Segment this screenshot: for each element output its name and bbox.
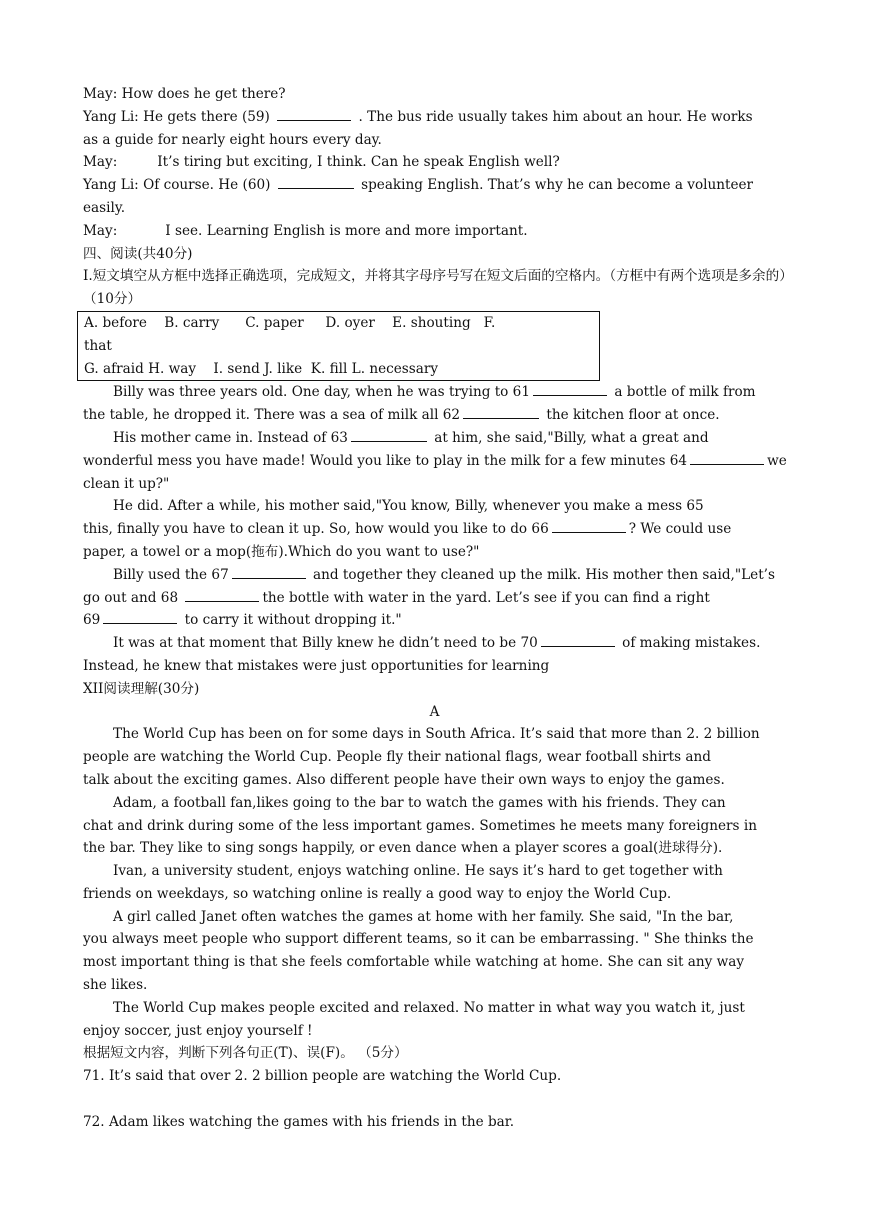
dialogue-line-2 <box>83 106 786 129</box>
options-line: A. before B. carry C. paper D. oyer E. shouting F. <box>84 314 496 331</box>
cloze-text: and together they cleaned up the milk. His mother then said,"Let’s <box>313 566 775 583</box>
cloze-text: the table, he dropped it. There was a sea of milk all 62 <box>83 407 461 424</box>
cloze-line <box>83 518 786 541</box>
cloze-line <box>83 609 786 632</box>
passage-line: Ivan, a university student, enjoys watching online. He says it’s hard to get together with <box>113 863 723 880</box>
passage-line: the bar. They like to sing songs happily, or even dance when a player scores a goal(进球得分). <box>83 840 723 857</box>
passage-line: people are watching the World Cup. People fly their national flags, wear football shirts and <box>83 749 711 766</box>
cloze-text: It was at that moment that Billy knew he didn’t need to be 70 <box>113 635 538 652</box>
dialogue-continuation: as a guide for nearly eight hours every day. <box>83 131 382 148</box>
passage-line: friends on weekdays, so watching online is really a good way to enjoy the World Cup. <box>83 885 672 902</box>
section-title: 四、阅读(共40分) <box>83 245 193 262</box>
tf-instruction: 根据短文内容，判断下列各句正(T)、误(F)。 （5分） <box>83 1045 408 1062</box>
speaker: May: <box>83 86 118 102</box>
dialogue-text: . The bus ride usually takes him about an hour. He works <box>358 108 753 125</box>
dialogue-line-5 <box>83 220 786 243</box>
speaker: May: <box>83 222 118 239</box>
answer-blank-60[interactable] <box>278 174 354 189</box>
passage-line: A girl called Janet often watches the games at home with her family. She said, "In the bar, <box>113 908 734 925</box>
passage-line: The World Cup makes people excited and relaxed. No matter in what way you watch it, just <box>113 999 745 1016</box>
dialogue-text: I see. Learning English is more and more important. <box>165 222 528 239</box>
speaker: Yang Li: <box>83 108 139 125</box>
passage-line: The World Cup has been on for some days in South Africa. It’s said that more than 2. 2 billion <box>113 726 760 743</box>
dialogue-text: It’s tiring but exciting, I think. Can he speak English well? <box>157 154 560 171</box>
cloze-line <box>83 587 786 610</box>
cloze-line <box>83 427 786 450</box>
speaker: May: <box>83 154 118 171</box>
dialogue-text: He gets there (59) <box>143 108 270 125</box>
cloze-line: paper, a towel or a mop(拖布).Which do you want to use?" <box>83 543 480 560</box>
cloze-text: wonderful mess you have made! Would you like to play in the milk for a few minutes 64 <box>83 452 688 469</box>
passage-line: enjoy soccer, just enjoy yourself ! <box>83 1022 313 1039</box>
passage-line: talk about the exciting games. Also different people have their own ways to enjoy the games. <box>83 771 725 788</box>
passage-line: most important thing is that she feels comfortable while watching at home. She can sit any way <box>83 954 745 971</box>
answer-blank-66[interactable] <box>552 518 626 533</box>
cloze-text: at him, she said,"Billy, what a great and <box>434 429 709 446</box>
cloze-text: the bottle with water in the yard. Let’s see if you can find a right <box>262 589 710 606</box>
cloze-text: the kitchen floor at once. <box>546 407 720 424</box>
dialogue-line-3 <box>83 151 786 174</box>
cloze-text: ? We could use <box>628 521 732 538</box>
cloze-line <box>83 450 786 473</box>
answer-blank-61[interactable] <box>533 381 607 396</box>
cloze-text: to carry it without dropping it." <box>184 612 402 629</box>
dialogue-continuation: easily. <box>83 199 126 216</box>
passage-label: A <box>429 703 440 720</box>
cloze-line <box>83 564 786 587</box>
question-72: 72. Adam likes watching the games with his friends in the bar. <box>83 1113 515 1130</box>
dialogue-text: How does he get there? <box>121 86 286 102</box>
part1-instruction: I.短文填空从方框中选择正确选项，完成短文，并将其字母序号写在短文后面的空格内。（方框中有两个选项是多余的）（10分） <box>83 268 786 308</box>
answer-blank-67[interactable] <box>232 564 306 579</box>
cloze-text: 69 <box>83 612 101 629</box>
answer-blank-63[interactable] <box>351 427 427 442</box>
answer-blank-70[interactable] <box>541 632 615 647</box>
answer-blank-69[interactable] <box>103 609 177 624</box>
cloze-line: clean it up?" <box>83 475 170 492</box>
section-title: XII阅读理解(30分) <box>83 680 200 697</box>
cloze-text: Billy was three years old. One day, when he was trying to 61 <box>113 384 530 401</box>
cloze-line <box>83 404 786 427</box>
cloze-line: Instead, he knew that mistakes were just opportunities for learning <box>83 657 550 674</box>
cloze-line: He did. After a while, his mother said,"You know, Billy, whenever you make a mess 65 <box>113 498 704 515</box>
speaker: Yang Li: <box>83 177 139 194</box>
passage-line: chat and drink during some of the less important games. Sometimes he meets many foreigners in <box>83 817 757 834</box>
answer-blank-68[interactable] <box>185 587 259 602</box>
cloze-line <box>83 632 786 655</box>
worksheet-page <box>83 83 786 1134</box>
answer-blank-62[interactable] <box>463 404 539 419</box>
answer-space <box>83 1088 786 1111</box>
cloze-text: of making mistakes. <box>622 635 761 652</box>
cloze-text: we <box>767 452 787 469</box>
options-box <box>77 311 600 381</box>
cloze-text: this, finally you have to clean it up. So, how would you like to do 66 <box>83 521 549 538</box>
passage-line: Adam, a football fan,likes going to the bar to watch the games with his friends. They can <box>113 794 726 811</box>
answer-blank-59[interactable] <box>277 106 351 121</box>
dialogue-text: Of course. He (60) <box>143 177 271 194</box>
passage-line: you always meet people who support different teams, so it can be embarrassing. " She thinks the <box>83 931 754 948</box>
dialogue-line-1 <box>83 83 786 106</box>
cloze-text: a bottle of milk from <box>614 384 756 401</box>
dialogue-text: speaking English. That’s why he can become a volunteer <box>361 177 754 194</box>
passage-line: she likes. <box>83 977 148 994</box>
dialogue-line-4 <box>83 174 786 197</box>
cloze-line <box>83 381 786 404</box>
cloze-text: go out and 68 <box>83 589 179 606</box>
options-line: G. afraid H. way I. send J. like K. fill L. necessary <box>84 360 439 377</box>
answer-blank-64[interactable] <box>690 450 764 465</box>
options-line: that <box>84 337 112 354</box>
cloze-text: Billy used the 67 <box>113 566 229 583</box>
question-71: 71. It’s said that over 2. 2 billion people are watching the World Cup. <box>83 1068 562 1085</box>
cloze-text: His mother came in. Instead of 63 <box>113 429 348 446</box>
